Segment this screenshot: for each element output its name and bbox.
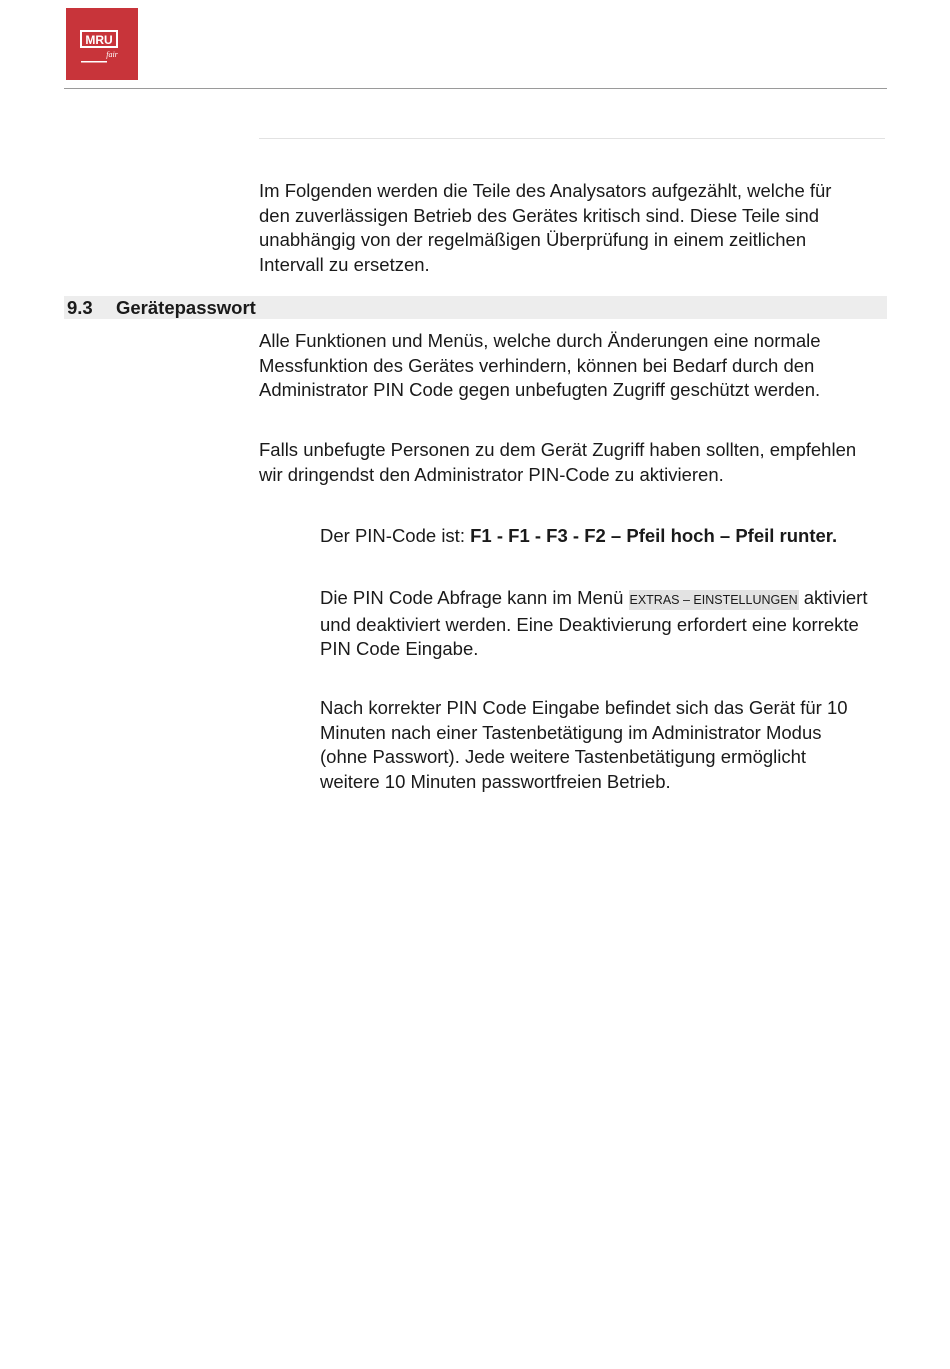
intro-paragraph <box>259 179 887 277</box>
svg-text:fair: fair <box>106 50 118 59</box>
pin-menu-text-before: Die PIN Code Abfrage kann im Menü <box>320 587 629 608</box>
menu-path-tag: EXTRAS – EINSTELLUNGEN <box>629 590 799 610</box>
paragraph-line: PIN Code Eingabe. <box>320 638 479 660</box>
paragraph-line: Minuten nach einer Tastenbetätigung im Administrator Modus <box>320 721 822 743</box>
pin-code-paragraph <box>320 524 887 549</box>
paragraph-line: Falls unbefugte Personen zu dem Gerät Zugriff haben sollten, empfehlen <box>259 439 857 460</box>
admin-mode-paragraph <box>320 696 887 794</box>
section-number: 9.3 <box>67 297 93 318</box>
pin-menu-paragraph <box>320 586 887 662</box>
company-logo <box>66 8 138 80</box>
paragraph-line: Nach korrekter PIN Code Eingabe befindet sich das Gerät für 10 <box>320 697 848 718</box>
svg-text:MRU: MRU <box>85 33 113 47</box>
paragraph-line: Messfunktion des Gerätes verhindern, können bei Bedarf durch den <box>259 354 815 376</box>
mru-logo-icon <box>66 8 138 80</box>
paragraph-line: wir dringendst den Administrator PIN-Code zu aktivieren. <box>259 463 724 485</box>
content-divider <box>259 138 885 139</box>
recommendation-paragraph <box>259 438 887 487</box>
paragraph-line: und deaktiviert werden. Eine Deaktivierung erfordert eine korrekte <box>320 613 859 635</box>
paragraph-line: weitere 10 Minuten passwortfreien Betrieb. <box>320 770 671 792</box>
paragraph-line: (ohne Passwort). Jede weitere Tastenbetätigung ermöglicht <box>320 746 807 768</box>
intro-line: den zuverlässigen Betrieb des Gerätes kritisch sind. Diese Teile sind <box>259 204 820 226</box>
header-divider <box>64 88 887 89</box>
intro-line: Intervall zu ersetzen. <box>259 253 430 275</box>
pin-menu-text-after: aktiviert <box>798 587 868 608</box>
access-protection-paragraph <box>259 329 887 403</box>
intro-line: Im Folgenden werden die Teile des Analysators aufgezählt, welche für <box>259 180 832 201</box>
pin-code-prefix: Der PIN-Code ist: <box>320 525 471 546</box>
paragraph-line: Alle Funktionen und Menüs, welche durch Änderungen eine normale <box>259 330 821 351</box>
pin-code-value: F1 - F1 - F3 - F2 – Pfeil hoch – Pfeil runter. <box>470 525 838 546</box>
section-title: Gerätepasswort <box>116 297 256 318</box>
intro-line: unabhängig von der regelmäßigen Überprüfung in einem zeitlichen <box>259 229 807 251</box>
paragraph-line: Administrator PIN Code gegen unbefugten Zugriff geschützt werden. <box>259 379 821 401</box>
